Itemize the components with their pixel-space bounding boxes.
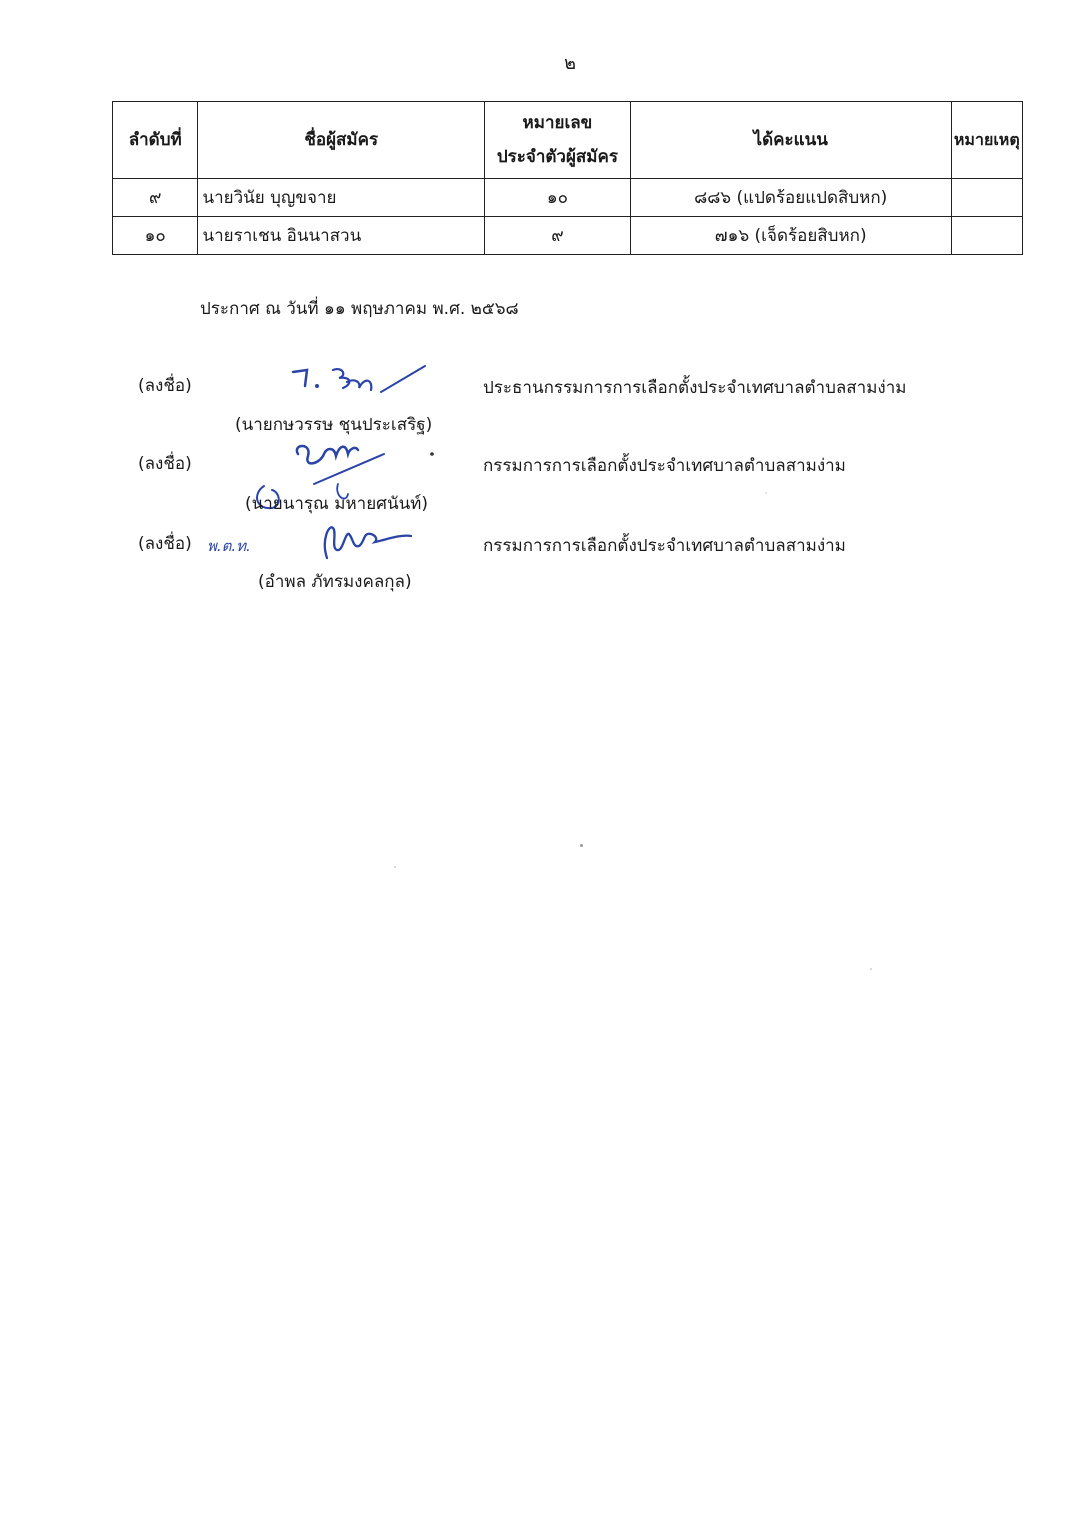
cell-name: นายราเชน อินนาสวน bbox=[198, 217, 485, 255]
header-remark: หมายเหตุ bbox=[951, 102, 1022, 179]
cell-seq: ๑๐ bbox=[113, 217, 198, 255]
page-number: ๒ bbox=[564, 53, 576, 74]
header-seq: ลำดับที่ bbox=[113, 102, 198, 179]
handwritten-signature bbox=[285, 362, 435, 410]
cell-score: ๘๘๖ (แปดร้อยแปดสิบหก) bbox=[630, 179, 951, 217]
cell-remark bbox=[951, 217, 1022, 255]
sign-label: (ลงชื่อ) bbox=[138, 454, 192, 474]
sign-label: (ลงชื่อ) bbox=[138, 534, 192, 554]
header-score: ได้คะแนน bbox=[630, 102, 951, 179]
handwritten-signature bbox=[315, 518, 415, 568]
signer-name: (อำพล ภัทรมงคลกุล) bbox=[258, 572, 412, 592]
signer-role: กรรมการการเลือกตั้งประจำเทศบาลตำบลสามง่าม bbox=[483, 456, 846, 476]
header-candidate-id bbox=[485, 102, 631, 179]
cell-remark bbox=[951, 179, 1022, 217]
header-id-line2: ประจำตัวผู้สมัคร bbox=[496, 147, 619, 167]
signer-role: ประธานกรรมการการเลือกตั้งประจำเทศบาลตำบลสามง่าม bbox=[483, 378, 907, 398]
cell-score: ๗๑๖ (เจ็ดร้อยสิบหก) bbox=[630, 217, 951, 255]
table-row bbox=[113, 217, 1023, 255]
cell-seq: ๙ bbox=[113, 179, 198, 217]
results-table bbox=[112, 101, 1023, 255]
signer-role: กรรมการการเลือกตั้งประจำเทศบาลตำบลสามง่าม bbox=[483, 536, 846, 556]
signer-name: (นายนารุณ มหายศนันท์) bbox=[245, 494, 429, 514]
cell-name: นายวินัย บุญขจาย bbox=[198, 179, 485, 217]
signature-block-member-2 bbox=[0, 520, 1076, 600]
announcement-date: ประกาศ ณ วันที่ ๑๑ พฤษภาคม พ.ศ. ๒๕๖๘ bbox=[200, 299, 519, 319]
cell-candidate-id: ๑๐ bbox=[485, 179, 631, 217]
scan-speck bbox=[765, 492, 767, 494]
signature-block-chairman bbox=[0, 362, 1076, 442]
signature-block-member-1 bbox=[0, 440, 1076, 520]
header-id-line1: หมายเลข bbox=[522, 113, 593, 133]
sign-label: (ลงชื่อ) bbox=[138, 376, 192, 396]
header-name: ชื่อผู้สมัคร bbox=[198, 102, 485, 179]
table-row bbox=[113, 179, 1023, 217]
signer-name: (นายกษวรรษ ชุนประเสริฐ) bbox=[235, 415, 433, 435]
scan-speck bbox=[870, 968, 872, 970]
table-header-row bbox=[113, 102, 1023, 179]
cell-candidate-id: ๙ bbox=[485, 217, 631, 255]
scan-speck bbox=[580, 844, 583, 847]
scan-speck bbox=[394, 866, 396, 868]
handwritten-rank: พ.ต.ท. bbox=[207, 537, 251, 555]
